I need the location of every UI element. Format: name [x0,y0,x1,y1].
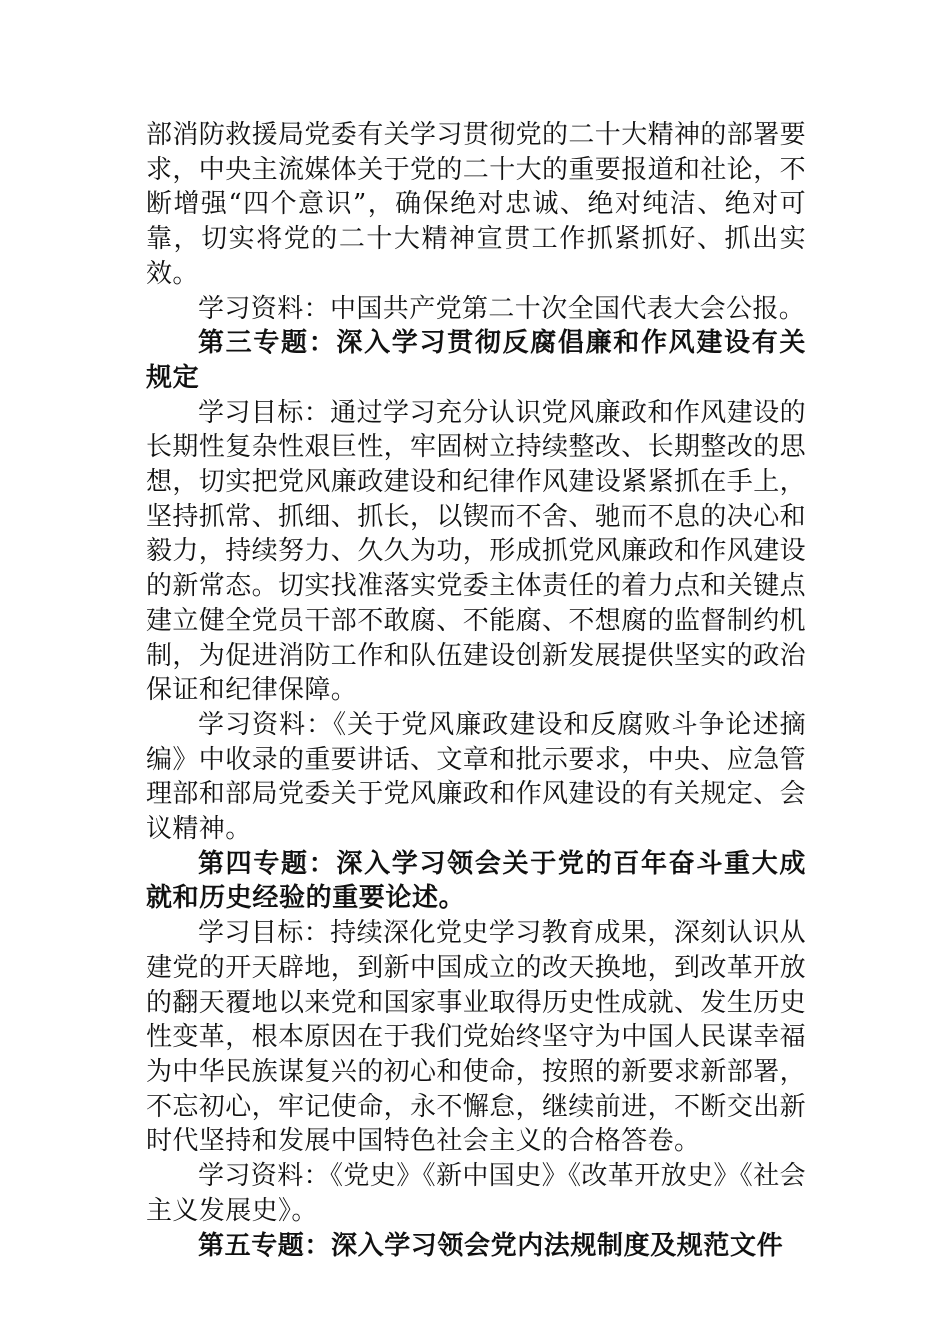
section-heading-5: 第五专题：深入学习领会党内法规制度及规范文件 [198,1230,784,1261]
study-goal-paragraph: 学习目标：通过学习充分认识党风廉政和作风建设的长期性复杂性艰巨性，牢固树立持续整改、长期整改的思想，切实把党风廉政建设和纪律作风建设紧紧抓在手上，坚持抓常、抓细、抓长，以锲而不舍、驰而不息的决心和毅力，持续努力、久久为功，形成抓党风廉政和作风建设的新常态。切实找准落实党委主体责任的着力点和关键点建立健全党员干部不敢腐、不能腐、不想腐的监督制约机制，为促进消防工作和队伍建设创新发展提供坚实的政治保证和纪律保障。 [146,397,807,706]
study-materials-paragraph: 学习资料：《党史》《新中国史》《改革开放史》《社会主义发展史》。 [146,1161,807,1226]
document-page [146,118,806,1263]
study-materials-paragraph: 学习资料：中国共产党第二十次全国代表大会公报。 [198,293,806,324]
section-heading-4: 第四专题：深入学习领会关于党的百年奋斗重大成就和历史经验的重要论述。 [146,848,806,914]
study-goal-paragraph: 学习目标：持续深化党史学习教育成果，深刻认识从建党的开天辟地，到新中国成立的改天换地，到改革开放的翻天覆地以来党和国家事业取得历史性成就、发生历史性变革，根本原因在于我们党始终坚守为中国人民谋幸福为中华民族谋复兴的初心和使命，按照的新要求新部署，不忘初心，牢记使命，永不懈怠，继续前进，不断交出新时代坚持和发展中国特色社会主义的合格答卷。 [146,918,807,1157]
body-paragraph: 部消防救援局党委有关学习贯彻党的二十大精神的部署要求，中央主流媒体关于党的二十大的重要报道和社论，不断增强“四个意识”，确保绝对忠诚、绝对纯洁、绝对可靠，切实将党的二十大精神宣贯工作抓紧抓好、抓出实效。 [146,120,807,289]
section-heading-3: 第三专题：深入学习贯彻反腐倡廉和作风建设有关规定 [146,328,806,393]
study-materials-paragraph: 学习资料：《关于党风廉政建设和反腐败斗争论述摘编》中收录的重要讲话、文章和批示要求，中央、应急管理部和部局党委关于党风廉政和作风建设的有关规定、会议精神。 [146,709,807,845]
